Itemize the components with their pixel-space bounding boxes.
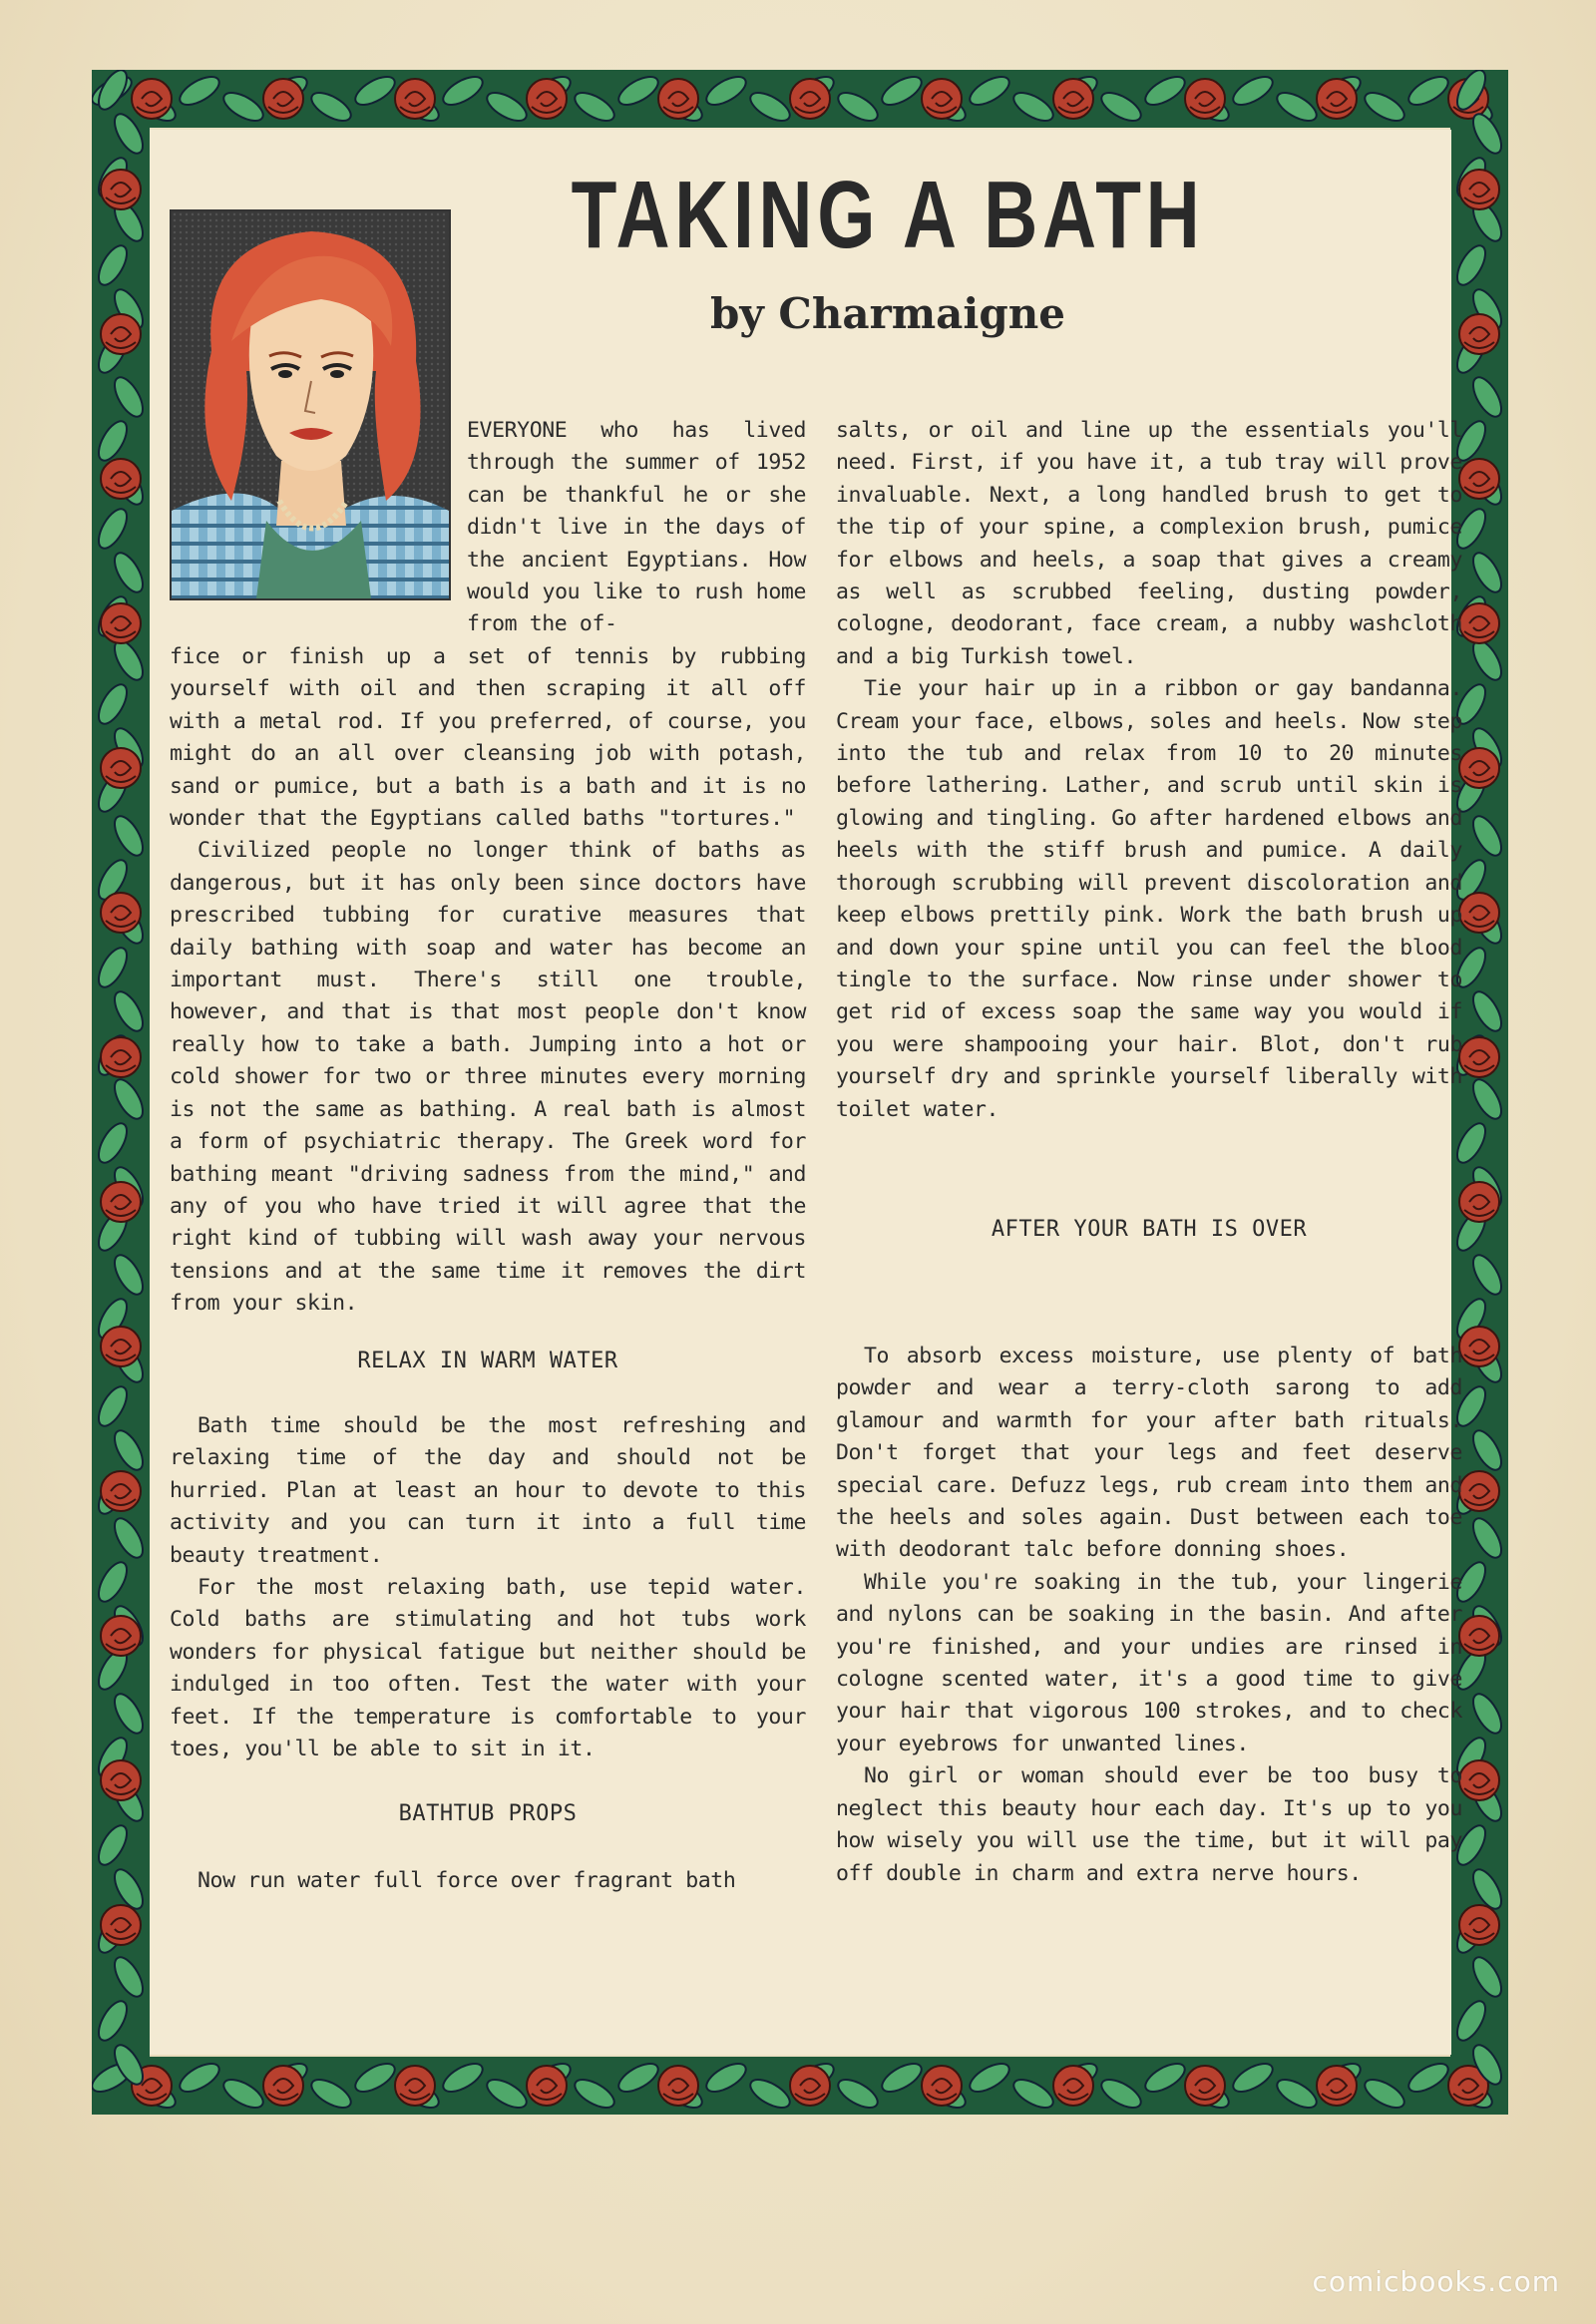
after-section [836,1341,1462,1890]
heading-after-your-bath: AFTER YOUR BATH IS OVER [991,1217,1308,1242]
after-paragraph-1: To absorb excess moisture, use plenty of bath powder and wear a terry-cloth sarong to add glamour and warmth for your after bath rituals. Don't forget that your legs and feet deserve special care. Defuzz legs, rub cream into them and the heels and soles again. Dust between each toe with deodorant talc before donning shoes. [836,1344,1462,1563]
after-paragraph-2: While you're soaking in the tub, your lingerie and nylons can be soaking in the basin. And after you're finished, and your undies are rinsed in cologne scented water, it's a good time to give your hair that vigorous 100 strokes, and to check your eyebrows for unwanted lines. [836,1569,1462,1756]
relax-paragraph-1: Bath time should be the most refreshing and relaxing time of the day and should not be hurried. Plan at least an hour to devote to this activity and you can turn it into a full time beauty treatment. [170,1413,806,1568]
intro-paragraph-start: EVERYONE who has lived through the summer of 1952 can be thankful he or she didn't live in the days of the ancient Egyptians. How would you like to rush home from the of- [467,418,806,637]
right-column [836,415,1462,1126]
heading-bathtub-props: BATHTUB PROPS [398,1801,578,1826]
left-column [170,641,806,1321]
portrait-illustration [170,209,451,600]
article-byline: by Charmaigne [710,289,1065,338]
site-watermark: comicbooks.com [1312,2265,1560,2298]
article-title: TAKING A BATH [571,162,1205,268]
props-paragraph-2: Tie your hair up in a ribbon or gay bandanna. Cream your face, elbows, soles and heels. Now step into the tub and relax from 10 to 20 minutes before lathering. Lather, and scrub until skin is glowing and tingling. Go after hardened elbows and heels with the stiff brush and pumice. A daily thorough scrubbing will prevent discoloration and keep elbows prettily pink. Work the bath brush up and down your spine until you can feel the blood tingle to the surface. Now rinse under shower to get rid of excess soap the same way you would if you were shampooing your hair. Blot, don't rub yourself dry and sprinkle yourself liberally with toilet water. [836,676,1462,1122]
intro-paragraph-continued: fice or finish up a set of tennis by rubbing yourself with oil and then scraping it all off with a metal rod. If you preferred, of course, you might do an all over cleansing job with potash, sand or pumice, but a bath is a bath and it is no wonder that the Egyptians called baths "tortures." [170,644,806,832]
relax-paragraph-2: For the most relaxing bath, use tepid water. Cold baths are stimulating and hot tubs work wonders for physical fatigue but neither should be indulged in too often. Test the water with your feet. If the temperature is comfortable to your toes, you'll be able to sit in it. [170,1575,806,1762]
intro-side-text [467,415,806,641]
props-paragraph-1: Now run water full force over fragrant bath [198,1868,736,1893]
after-paragraph-3: No girl or woman should ever be too busy to neglect this beauty hour each day. It's up to you how wisely you will use the time, but it will pay off double in charm and extra nerve hours. [836,1763,1462,1886]
props-paragraph-continued: salts, or oil and line up the essentials you'll need. First, if you have it, a tub tray will prove invaluable. Next, a long handled brush to get to the tip of your spine, a complexion brush, pumice for elbows and heels, a soap that gives a creamy as well as scrubbed feeling, dusting powder, cologne, deodorant, face cream, a nubby washcloth and a big Turkish towel. [836,418,1462,669]
props-start [170,1865,806,1897]
relax-section [170,1410,806,1765]
paragraph-civilized: Civilized people no longer think of baths as dangerous, but it has only been since doctors have prescribed tubbing for curative measures that daily bathing with soap and water has become an important must. There's still one trouble, however, and that is that most people don't know really how to take a bath. Jumping into a hot or cold shower for two or three minutes every morning is not the same as bathing. A real bath is almost a form of psychiatric therapy. The Greek word for bathing meant "driving sadness from the mind," and any of you who have tried it will agree that the right kind of tubbing will wash away your nervous tensions and at the same time it removes the dirt from your skin. [170,838,806,1317]
heading-relax-in-warm-water: RELAX IN WARM WATER [357,1349,618,1373]
